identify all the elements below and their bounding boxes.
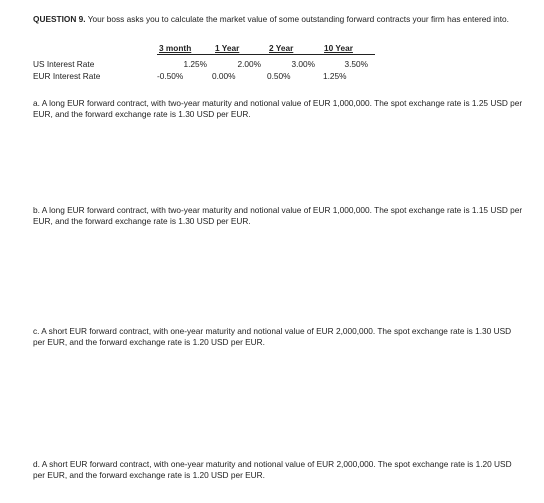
us-rate-1-year: 2.00% <box>237 59 261 69</box>
eur-rate-1-year: 0.00% <box>212 71 236 81</box>
question-intro <box>33 14 533 25</box>
column-header-2-year: 2 Year <box>269 43 294 53</box>
us-rate-10-year: 3.50% <box>344 59 368 69</box>
us-rate-3-month: 1.25% <box>183 59 207 69</box>
part-c: c. A short EUR forward contract, with one-year maturity and notional value of EUR 2,000,000. The spot exchange rate is 1.30 USD per EUR, and the forward exchange rate is 1.20 USD per EUR. <box>33 326 512 347</box>
eur-rate-2-year: 0.50% <box>267 71 291 81</box>
eur-rate-10-year: 1.25% <box>323 71 347 81</box>
part-a: a. A long EUR forward contract, with two-year maturity and notional value of EUR 1,000,000. The spot exchange rate is 1.25 USD per EUR, and the forward exchange rate is 1.30 USD per EUR. <box>33 98 523 119</box>
interest-rate-table <box>33 43 393 83</box>
column-header-3-month: 3 month <box>159 43 192 53</box>
column-header-1-year: 1 Year <box>215 43 240 53</box>
question-label: QUESTION 9. <box>33 14 86 24</box>
eur-rate-3-month: -0.50% <box>157 71 184 81</box>
us-rate-2-year: 3.00% <box>291 59 315 69</box>
header-underline <box>157 54 375 55</box>
part-b: b. A long EUR forward contract, with two-year maturity and notional value of EUR 1,000,000. The spot exchange rate is 1.15 USD per EUR, and the forward exchange rate is 1.30 USD per EUR. <box>33 205 523 226</box>
row-label-eur-rate: EUR Interest Rate <box>33 71 101 81</box>
part-d: d. A short EUR forward contract, with one-year maturity and notional value of EUR 2,000,000. The spot exchange rate is 1.20 USD per EUR, and the forward exchange rate is 1.20 USD per EUR. <box>33 459 512 480</box>
row-label-us-rate: US Interest Rate <box>33 59 95 69</box>
question-text: Your boss asks you to calculate the market value of some outstanding forward contracts your firm has entered into. <box>85 14 509 24</box>
column-header-10-year: 10 Year <box>324 43 353 53</box>
